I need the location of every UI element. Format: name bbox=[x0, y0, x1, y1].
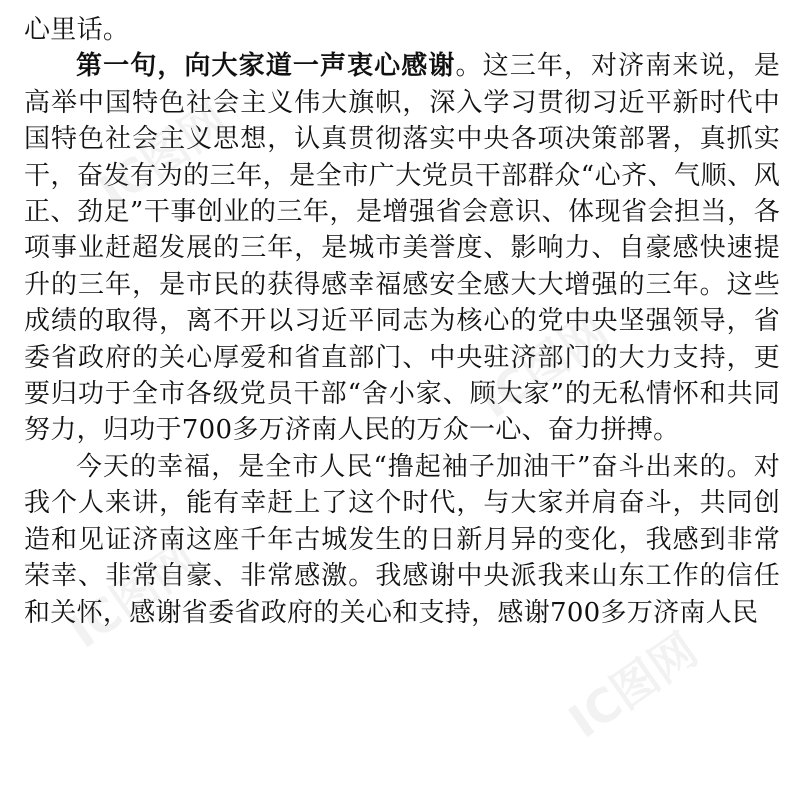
watermark: IC图网 bbox=[559, 622, 708, 749]
document-body bbox=[24, 12, 780, 631]
watermark: IC图网 bbox=[89, 92, 238, 219]
watermark: IC图网 bbox=[59, 532, 208, 659]
paragraph-1 bbox=[24, 48, 780, 448]
paragraph-2: 今天的幸福，是全市人民“撸起袖子加油干”奋斗出来的。对我个人来讲，能有幸赶上了这个时代，与大家并肩奋斗，共同创造和见证济南这座千年古城发生的日新月异的变化，我感到非常荣幸、非常自豪、非常感激。我感谢中央派我来山东工作的信任和关怀，感谢省委省政府的关心和支持，感谢700多万济南人民 bbox=[24, 451, 780, 628]
paragraph-1-bold-lead: 第一句，向大家道一声衷心感谢 bbox=[76, 51, 456, 82]
watermark: IC图网 bbox=[469, 302, 618, 429]
paragraph-1-text: 。这三年，对济南来说，是高举中国特色社会主义伟大旗帜，深入学习贯彻习近平新时代中国特色社会主义思想，认真贯彻落实中央各项决策部署，真抓实干，奋发有为的三年，是全市广大党员干部群众“心齐、气顺、风正、劲足”干事创业的三年，是增强省会意识、体现省会担当，各项事业赶超发展的三年，是城市美誉度、影响力、自豪感快速提升的三年，是市民的获得感幸福感安全感大大增强的三年。这些成绩的取得，离不开以习近平同志为核心的党中央坚强领导，省委省政府的关心厚爱和省直部门、中央驻济部门的大力支持，更要归功于全市各级党员干部“舍小家、顾大家”的无私情怀和共同努力，归功于700多万济南人民的万众一心、奋力拼搏。 bbox=[24, 51, 780, 446]
top-line-fragment: 心里话。 bbox=[24, 15, 130, 45]
